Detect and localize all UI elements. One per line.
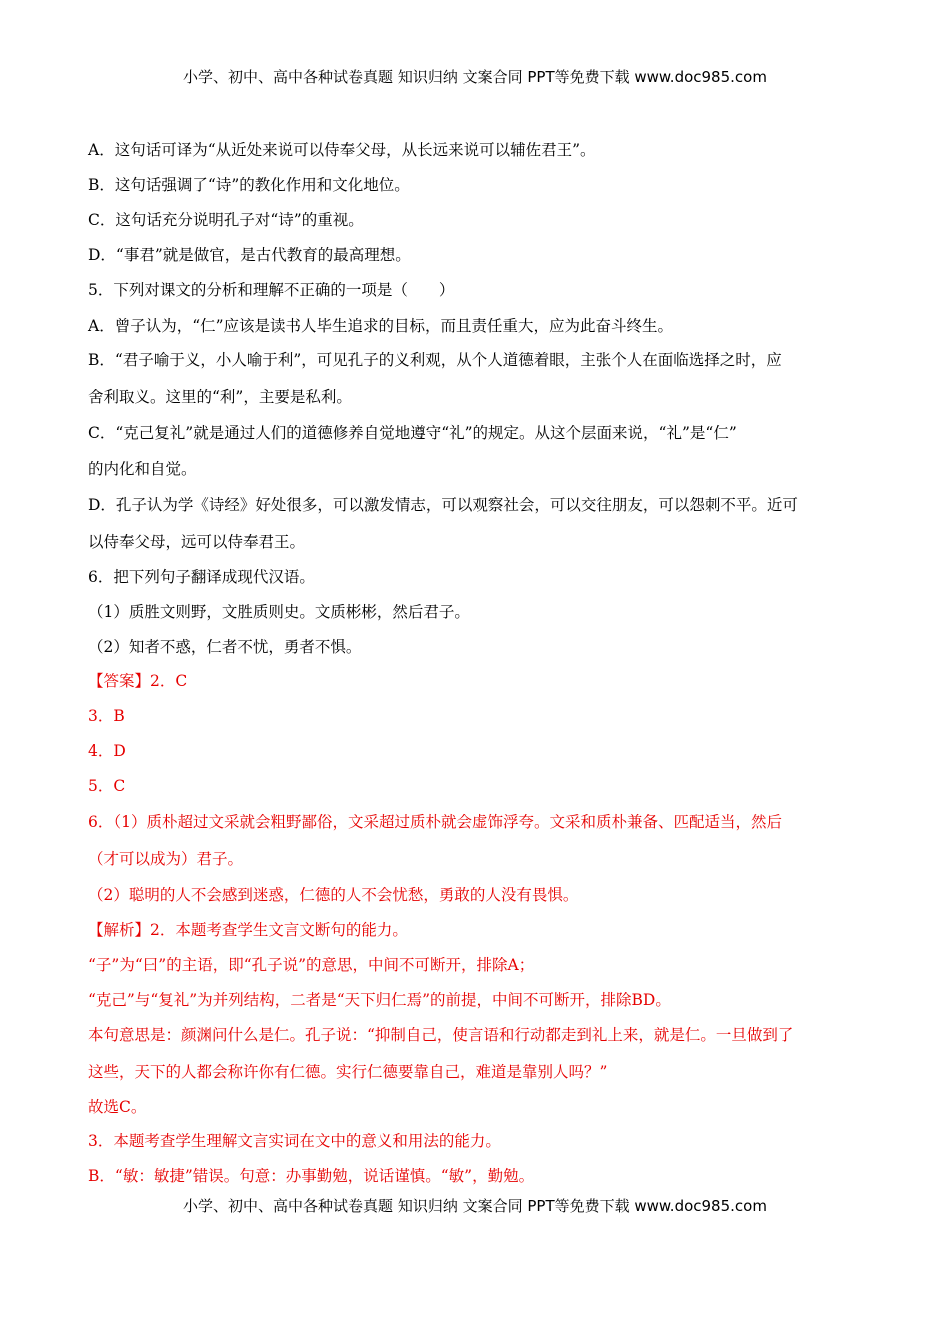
text-line: A．这句话可译为“从近处来说可以侍奉父母，从长远来说可以辅佐君王”。 <box>88 141 596 159</box>
page-header: 小学、初中、高中各种试卷真题 知识归纳 文案合同 PPT等免费下载 www.doc985.com <box>183 68 767 86</box>
text-line: （2）知者不惑，仁者不忧，勇者不惧。 <box>88 638 362 656</box>
text-line: C．“克己复礼”就是通过人们的道德修养自觉地遵守“礼”的规定。从这个层面来说，“礼”是“仁” <box>88 424 737 442</box>
text-line: 舍利取义。这里的“利”，主要是私利。 <box>88 388 352 406</box>
text-line: 【答案】2．C <box>88 672 188 690</box>
text-line: （才可以成为）君子。 <box>88 850 244 868</box>
text-line: D．“事君”就是做官，是古代教育的最高理想。 <box>88 246 411 264</box>
text-line: 以侍奉父母，远可以侍奉君王。 <box>88 533 306 551</box>
text-line: 【解析】2．本题考查学生文言文断句的能力。 <box>88 921 408 939</box>
text-line: 这些，天下的人都会称许你有仁德。实行仁德要靠自己，难道是靠别人吗？” <box>88 1063 608 1081</box>
text-line: B．这句话强调了“诗”的教化作用和文化地位。 <box>88 176 410 194</box>
text-line: 4．D <box>88 742 126 760</box>
text-line: 3．B <box>88 707 125 725</box>
page-footer: 小学、初中、高中各种试卷真题 知识归纳 文案合同 PPT等免费下载 www.doc985.com <box>183 1197 767 1215</box>
text-line: B．“敏：敏捷”错误。句意：办事勤勉，说话谨慎。“敏”，勤勉。 <box>88 1167 535 1185</box>
text-line: （2）聪明的人不会感到迷惑，仁德的人不会忧愁，勇敢的人没有畏惧。 <box>88 886 579 904</box>
text-line: （1）质胜文则野，文胜质则史。文质彬彬，然后君子。 <box>88 603 470 621</box>
text-line: “克己”与“复礼”为并列结构，二者是“天下归仁焉”的前提，中间不可断开，排除BD。 <box>88 991 671 1009</box>
text-line: 6．（1）质朴超过文采就会粗野鄙俗，文采超过质朴就会虚饰浮夸。文采和质朴兼备、匹配适当，然后 <box>88 813 782 831</box>
text-line: “子”为“曰”的主语，即“孔子说”的意思，中间不可断开，排除A； <box>88 956 535 974</box>
text-line: D．孔子认为学《诗经》好处很多，可以激发情志，可以观察社会，可以交往朋友，可以怨刺不平。近可 <box>88 496 798 514</box>
text-line: C．这句话充分说明孔子对“诗”的重视。 <box>88 211 364 229</box>
text-line: 本句意思是：颜渊问什么是仁。孔子说：“抑制自己，使言语和行动都走到礼上来，就是仁。一旦做到了 <box>88 1026 794 1044</box>
text-line: 的内化和自觉。 <box>88 460 197 478</box>
text-line: 故选C。 <box>88 1098 147 1116</box>
text-line: B．“君子喻于义，小人喻于利”，可见孔子的义利观，从个人道德着眼，主张个人在面临选择之时，应 <box>88 351 782 369</box>
text-line: 6．把下列句子翻译成现代汉语。 <box>88 568 315 586</box>
text-line: A．曾子认为，“仁”应该是读书人毕生追求的目标，而且责任重大，应为此奋斗终生。 <box>88 317 674 335</box>
text-line: 3．本题考查学生理解文言实词在文中的意义和用法的能力。 <box>88 1132 501 1150</box>
text-line: 5．C <box>88 777 126 795</box>
text-line: 5．下列对课文的分析和理解不正确的一项是（ ） <box>88 281 455 299</box>
